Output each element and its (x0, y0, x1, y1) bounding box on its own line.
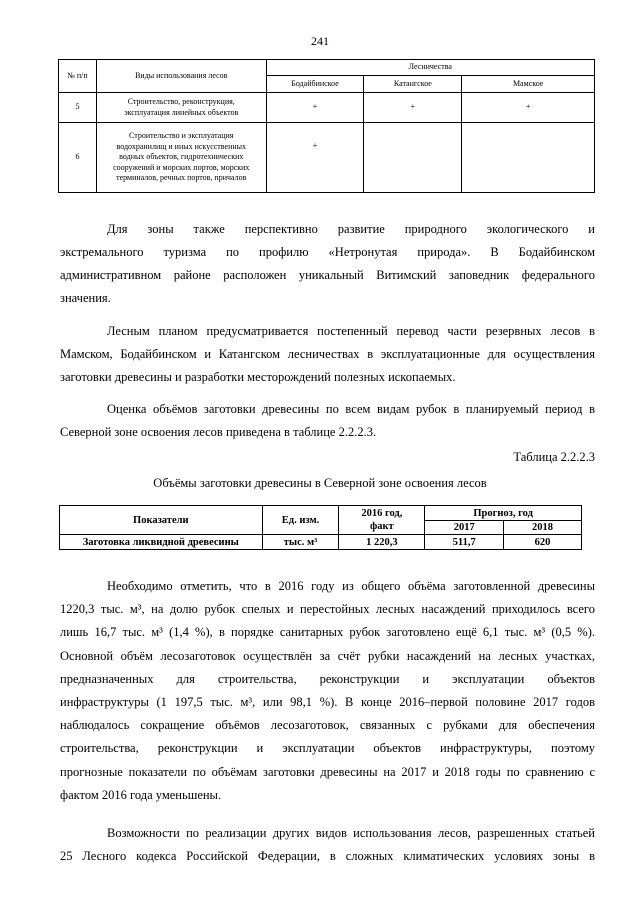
text-line: Мамском, Бодайбинском и Катангском лесничествах в эксплуатационные для осуществления (60, 347, 595, 361)
text-line: административном районе расположен уникальный Витимский заповедник федерального (60, 268, 595, 282)
row-mark: + (364, 93, 462, 123)
cell-2018: 620 (504, 535, 582, 550)
row-type-line: Строительство, реконструкция, (127, 97, 235, 106)
paragraph-tourism (60, 218, 595, 310)
text-line: фактом 2016 года уменьшены. (60, 787, 222, 802)
row-type-line: эксплуатация линейных объектов (124, 107, 239, 117)
cell-2016: 1 220,3 (339, 535, 425, 550)
table-row (59, 93, 595, 123)
row-type (96, 123, 266, 193)
row-num: 6 (59, 123, 97, 193)
text-line: наблюдалось сокращение объёмов лесозаготовок, связанных с рубками для обеспечения (60, 718, 595, 733)
cell-unit: тыс. м³ (262, 535, 339, 550)
header-2016-line: 2016 год, (361, 508, 403, 519)
row-mark (364, 123, 462, 193)
row-mark: + (266, 93, 364, 123)
header-indicator: Показатели (60, 506, 263, 535)
header-2016 (339, 506, 425, 535)
row-type-line: водохранилищ и иных искусственных (116, 141, 247, 151)
header-2017: 2017 (425, 521, 504, 535)
text-line: Возможности по реализации других видов использования лесов, разрешенных статьей (107, 826, 595, 840)
row-mark: + (266, 123, 364, 193)
paragraph-forest-plan (60, 320, 595, 389)
text-line: заготовки древесины и разработки месторождений полезных ископаемых. (60, 370, 456, 384)
header-2018: 2018 (504, 521, 582, 535)
text-line: 1220,3 тыс. м³, на долю рубок спелых и перестойных лесных насаждений приходилось всего (60, 602, 595, 617)
text-line: Необходимо отметить, что в 2016 году из общего объёма заготовленной древесины (107, 579, 595, 593)
forestry-header: Мамское (462, 76, 595, 93)
text-line: Северной зоне освоения лесов приведена в таблице 2.2.2.3. (60, 425, 377, 439)
row-type-line: водных объектов, гидротехнических (119, 152, 244, 162)
forest-use-table (58, 59, 595, 193)
text-line: инфраструктуры (1 197,5 тыс. м³, или 98,1 %). В конце 2016–первой половине 2017 годов (60, 695, 595, 710)
row-type-line: терминалов, речных портов, причалов (116, 173, 247, 183)
page-number: 241 (311, 34, 329, 48)
text-line: строительства, реконструкции и эксплуатации объектов инфраструктуры, поэтому (60, 741, 595, 756)
header-forecast: Прогноз, год (425, 506, 582, 521)
paragraph-harvest-analysis (60, 575, 595, 807)
row-type (96, 93, 266, 123)
col-forestries-header: Лесничества (266, 60, 594, 76)
row-mark: + (462, 93, 595, 123)
text-line: лишь 16,7 тыс. м³ (1,4 %), в порядке санитарных рубок заготовлено ещё 6,1 тыс. м³ (0,5 %). (60, 625, 595, 640)
paragraph-other-uses (60, 822, 595, 868)
forestry-header: Катангское (364, 76, 462, 93)
text-line: прогнозные показатели по объёмам заготовки древесины на 2017 и 2018 годы по сравнению с (60, 764, 595, 779)
cell-2017: 511,7 (425, 535, 504, 550)
table-row (60, 535, 582, 550)
text-line: значения. (60, 291, 111, 305)
forestry-header: Бодайбинское (266, 76, 364, 93)
text-line: 25 Лесного кодекса Российской Федерации, в сложных климатических условиях зоны в (60, 849, 595, 863)
row-mark (462, 123, 595, 193)
paragraph-estimate (60, 398, 595, 444)
row-type-line: сооружений и морских портов, морских (113, 162, 250, 172)
table-title: Объёмы заготовки древесины в Северной зоне освоения лесов (153, 476, 487, 490)
text-line: предназначенных для строительства, реконструкции и эксплуатации объектов (60, 671, 595, 686)
header-unit: Ед. изм. (262, 506, 339, 535)
harvest-volume-table (59, 505, 582, 550)
table-label: Таблица 2.2.2.3 (513, 450, 595, 464)
text-line: Лесным планом предусматривается постепенный перевод части резервных лесов в (107, 324, 595, 338)
text-line: экстремального туризма по профилю «Нетронутая природа». В Бодайбинском (60, 245, 595, 259)
text-line: Для зоны также перспективно развитие природного экологического и (107, 222, 595, 236)
col-type-header: Виды использования лесов (96, 60, 266, 93)
table-row (59, 123, 595, 193)
row-type-line: Строительство и эксплуатация (129, 131, 234, 141)
text-line: Оценка объёмов заготовки древесины по всем видам рубок в планируемый период в (107, 402, 595, 416)
col-num-header: № п/п (59, 60, 97, 93)
row-num: 5 (59, 93, 97, 123)
text-line: Основной объём лесозаготовок осуществлён за счёт рубки насаждений на лесных участках, (60, 648, 595, 663)
header-2016-line: факт (369, 521, 394, 532)
cell-indicator: Заготовка ликвидной древесины (60, 535, 263, 550)
